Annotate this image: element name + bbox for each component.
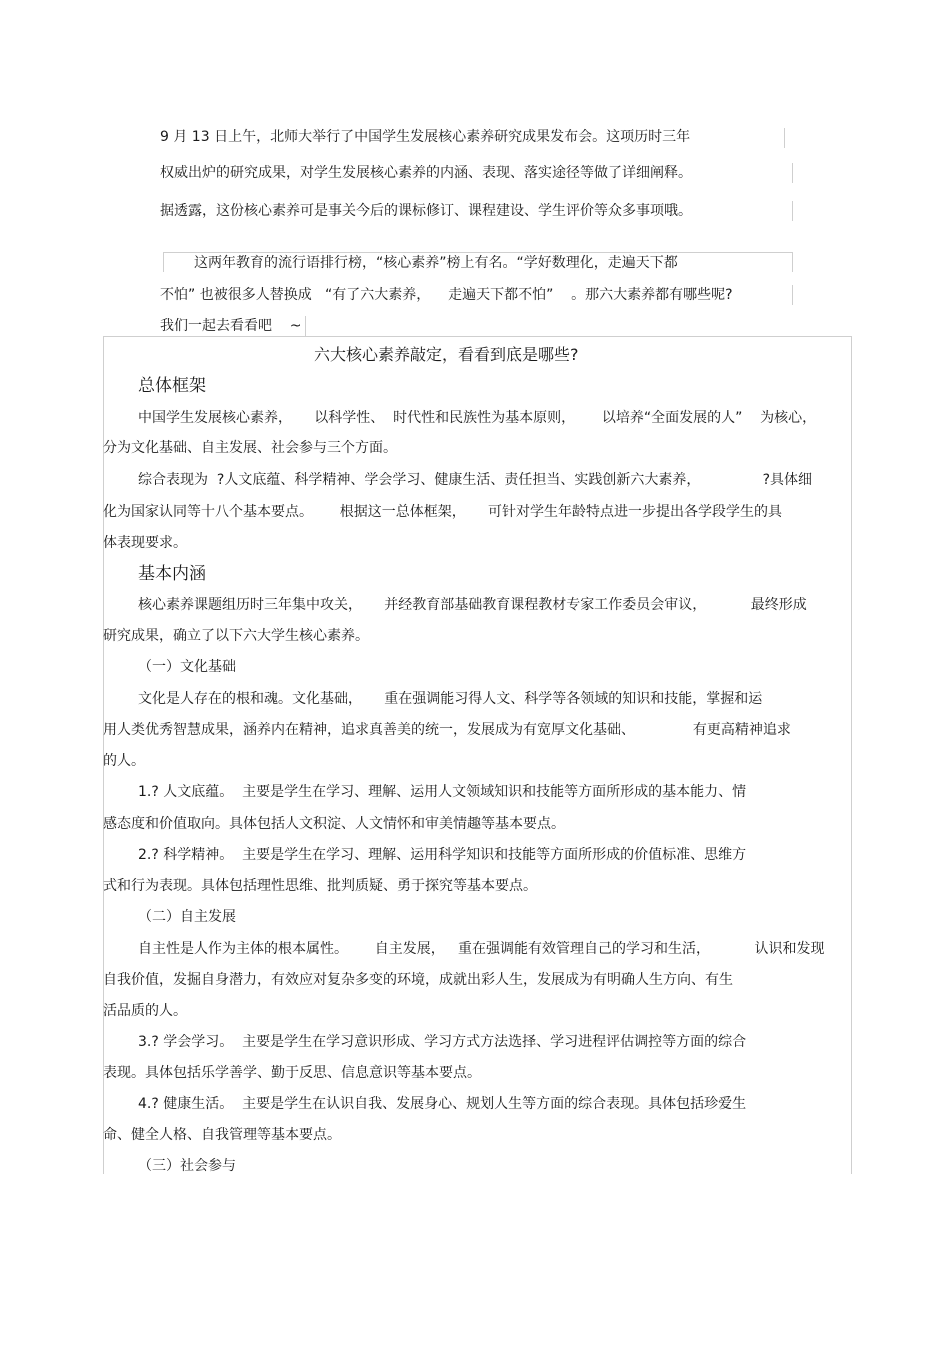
paragraph-line: 研究成果，确立了以下六大学生核心素养。	[103, 628, 369, 644]
list-item: 4.? 健康生活。 主要是学生在认识自我、发展身心、规划人生等方面的综合表现。具体包括珍爱生	[138, 1096, 747, 1112]
intro-line: 据透露，这份核心素养可是事关今后的课标修订、课程建设、学生评价等众多事项哦。	[160, 203, 692, 219]
paragraph-line: 综合表现为 ?人文底蕴、科学精神、学会学习、健康生活、责任担当、实践创新六大素养， ?具体细	[138, 472, 813, 488]
paragraph-line: 中国学生发展核心素养， 以科学性、 时代性和民族性为基本原则， 以培养“全面发展的人” 为核心，	[138, 410, 817, 426]
intro-line: 我们一起去看看吧 ~	[160, 318, 302, 334]
paragraph-line: 活品质的人。	[103, 1003, 187, 1019]
paragraph-line: 核心素养课题组历时三年集中攻关， 并经教育部基础教育课程教材专家工作委员会审议， 最终形成	[138, 597, 807, 613]
list-item: 命、健全人格、自我管理等基本要点。	[103, 1127, 341, 1143]
subsection-heading: （二）自主发展	[138, 909, 236, 925]
frame-line	[163, 252, 164, 272]
paragraph-line: 分为文化基础、自主发展、社会参与三个方面。	[103, 440, 397, 456]
paragraph-line: 的人。	[103, 753, 145, 769]
intro-line: 不怕” 也被很多人替换成 “有了六大素养， 走遍天下都不怕” 。那六大素养都有哪些呢?	[160, 287, 733, 303]
frame-line	[784, 128, 785, 148]
frame-line	[792, 285, 793, 305]
intro-line: 权威出炉的研究成果，对学生发展核心素养的内涵、表现、落实途径等做了详细阐释。	[160, 165, 692, 181]
paragraph-line: 文化是人存在的根和魂。文化基础， 重在强调能习得人文、科学等各领域的知识和技能，掌握和运	[138, 691, 763, 707]
section-heading: 总体框架	[138, 376, 206, 396]
list-item: 表现。具体包括乐学善学、勤于反思、信息意识等基本要点。	[103, 1065, 481, 1081]
paragraph-line: 体表现要求。	[103, 535, 187, 551]
subsection-heading: （三）社会参与	[138, 1158, 236, 1174]
subsection-heading: （一）文化基础	[138, 659, 236, 675]
list-item: 1.? 人文底蕴。 主要是学生在学习、理解、运用人文领域知识和技能等方面所形成的基本能力、情	[138, 784, 747, 800]
list-item: 2.? 科学精神。 主要是学生在学习、理解、运用科学知识和技能等方面所形成的价值标准、思维方	[138, 847, 747, 863]
paragraph-line: 自我价值，发掘自身潜力，有效应对复杂多变的环境，成就出彩人生，发展成为有明确人生方向、有生	[103, 972, 733, 988]
list-item: 感态度和价值取向。具体包括人文积淀、人文情怀和审美情趣等基本要点。	[103, 816, 565, 832]
list-item: 3.? 学会学习。 主要是学生在学习意识形成、学习方式方法选择、学习进程评估调控等方面的综合	[138, 1034, 747, 1050]
frame-line	[851, 336, 852, 1174]
article-title: 六大核心素养敲定，看看到底是哪些?	[314, 345, 579, 364]
frame-line	[792, 201, 793, 221]
paragraph-line: 化为国家认同等十八个基本要点。 根据这一总体框架， 可针对学生年龄特点进一步提出各学段学生的具	[103, 504, 782, 520]
frame-line	[103, 336, 851, 337]
list-item: 式和行为表现。具体包括理性思维、批判质疑、勇于探究等基本要点。	[103, 878, 537, 894]
paragraph-line: 自主性是人作为主体的根本属性。 自主发展， 重在强调能有效管理自己的学习和生活， 认识和发现	[138, 941, 825, 957]
frame-line	[792, 163, 793, 183]
intro-line: 这两年教育的流行语排行榜，“核心素养”榜上有名。“学好数理化，走遍天下都	[194, 255, 678, 271]
paragraph-line: 用人类优秀智慧成果，涵养内在精神，追求真善美的统一，发展成为有宽厚文化基础、 有更高精神追求	[103, 722, 791, 738]
intro-line: 9 月 13 日上午，北师大举行了中国学生发展核心素养研究成果发布会。这项历时三年	[160, 129, 691, 145]
frame-line	[792, 252, 793, 272]
frame-line	[305, 316, 306, 336]
section-heading: 基本内涵	[138, 564, 206, 584]
